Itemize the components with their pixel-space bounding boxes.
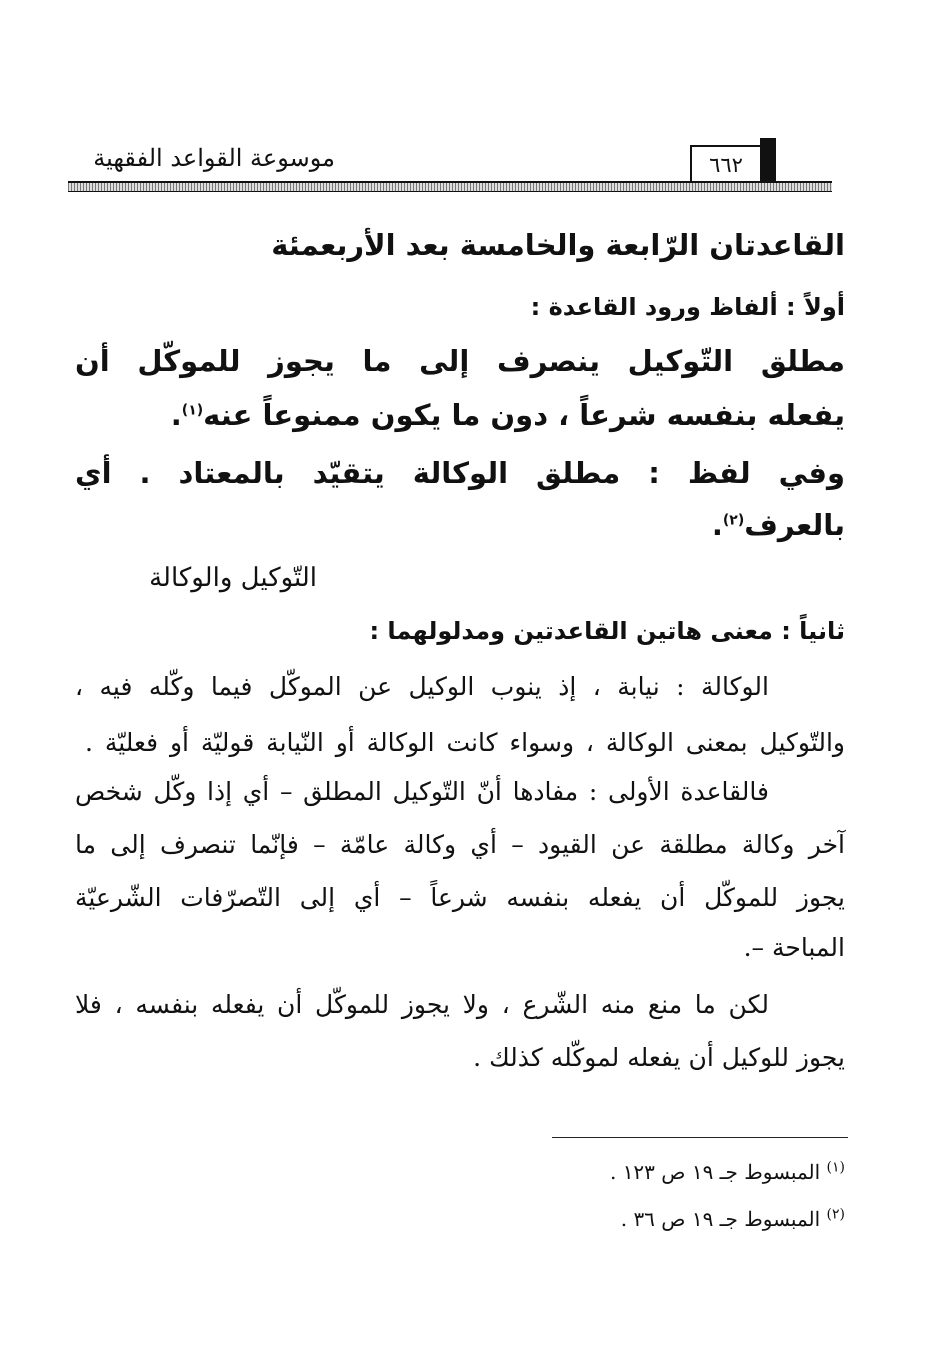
rule2-period: . <box>711 508 723 542</box>
rule1-period: . <box>170 398 182 432</box>
rule1-line2 <box>171 398 845 432</box>
footnote-ref-2: (٢) <box>722 512 745 529</box>
footnote-1-text: المبسوط جـ ١٩ ص ١٢٣ . <box>609 1160 821 1184</box>
section-title-meaning: ثانياً : معنى هاتين القاعدتين ومدلولهما : <box>369 617 845 645</box>
rule2-line1: وفي لفظ : مطلق الوكالة يتقيّد بالمعتاد . أي <box>75 456 845 490</box>
footnote-1 <box>610 1160 845 1184</box>
running-header-title: موسوعة القواعد الفقهية <box>93 144 335 172</box>
footnote-1-marker: (١) <box>826 1159 845 1176</box>
paragraph2-line4: المباحة –. <box>743 933 845 962</box>
rule1-line1: مطلق التّوكيل ينصرف إلى ما يجوز للموكّل أن <box>75 344 845 378</box>
paragraph2-line3: يجوز للموكّل أن يفعله بنفسه شرعاً – أي إلى التّصرّفات الشّرعيّة <box>75 883 845 912</box>
footnote-2 <box>621 1207 845 1231</box>
term-title: التّوكيل والوكالة <box>149 563 317 593</box>
section-title-wording: أولاً : ألفاظ ورود القاعدة : <box>530 293 845 321</box>
paragraph1-line1: الوكالة : نيابة ، إذ ينوب الوكيل عن الموكّل فيما وكّله فيه ، <box>75 672 769 701</box>
page-heading: القاعدتان الرّابعة والخامسة بعد الأربعمئة <box>271 228 845 262</box>
rule2-line2 <box>712 508 845 542</box>
rule2-line2-text: بالعرف <box>744 508 845 542</box>
footnote-2-text: المبسوط جـ ١٩ ص ٣٦ . <box>620 1207 821 1231</box>
paragraph1-line2: والتّوكيل بمعنى الوكالة ، وسواء كانت الوكالة أو النّيابة قوليّة أو فعليّة . <box>85 728 845 757</box>
paragraph2-line1: فالقاعدة الأولى : مفادها أنّ التّوكيل المطلق – أي إذا وكّل شخص <box>75 777 769 806</box>
footnote-separator <box>552 1137 848 1138</box>
rule1-line2-text: يفعله بنفسه شرعاً ، دون ما يكون ممنوعاً عنه <box>203 398 845 432</box>
paragraph3-line1: لكن ما منع منه الشّرع ، ولا يجوز للموكّل أن يفعله بنفسه ، فلا <box>75 990 769 1019</box>
page-number: ٦٦٢ <box>690 145 760 181</box>
paragraph3-line2: يجوز للوكيل أن يفعله لموكّله كذلك . <box>473 1043 845 1072</box>
paragraph2-line2: آخر وكالة مطلقة عن القيود – أي وكالة عامّة – فإنّما تنصرف إلى ما <box>75 830 845 859</box>
footnote-ref-1: (١) <box>181 402 204 419</box>
header-rule <box>68 181 832 192</box>
footnote-2-marker: (٢) <box>826 1206 845 1223</box>
